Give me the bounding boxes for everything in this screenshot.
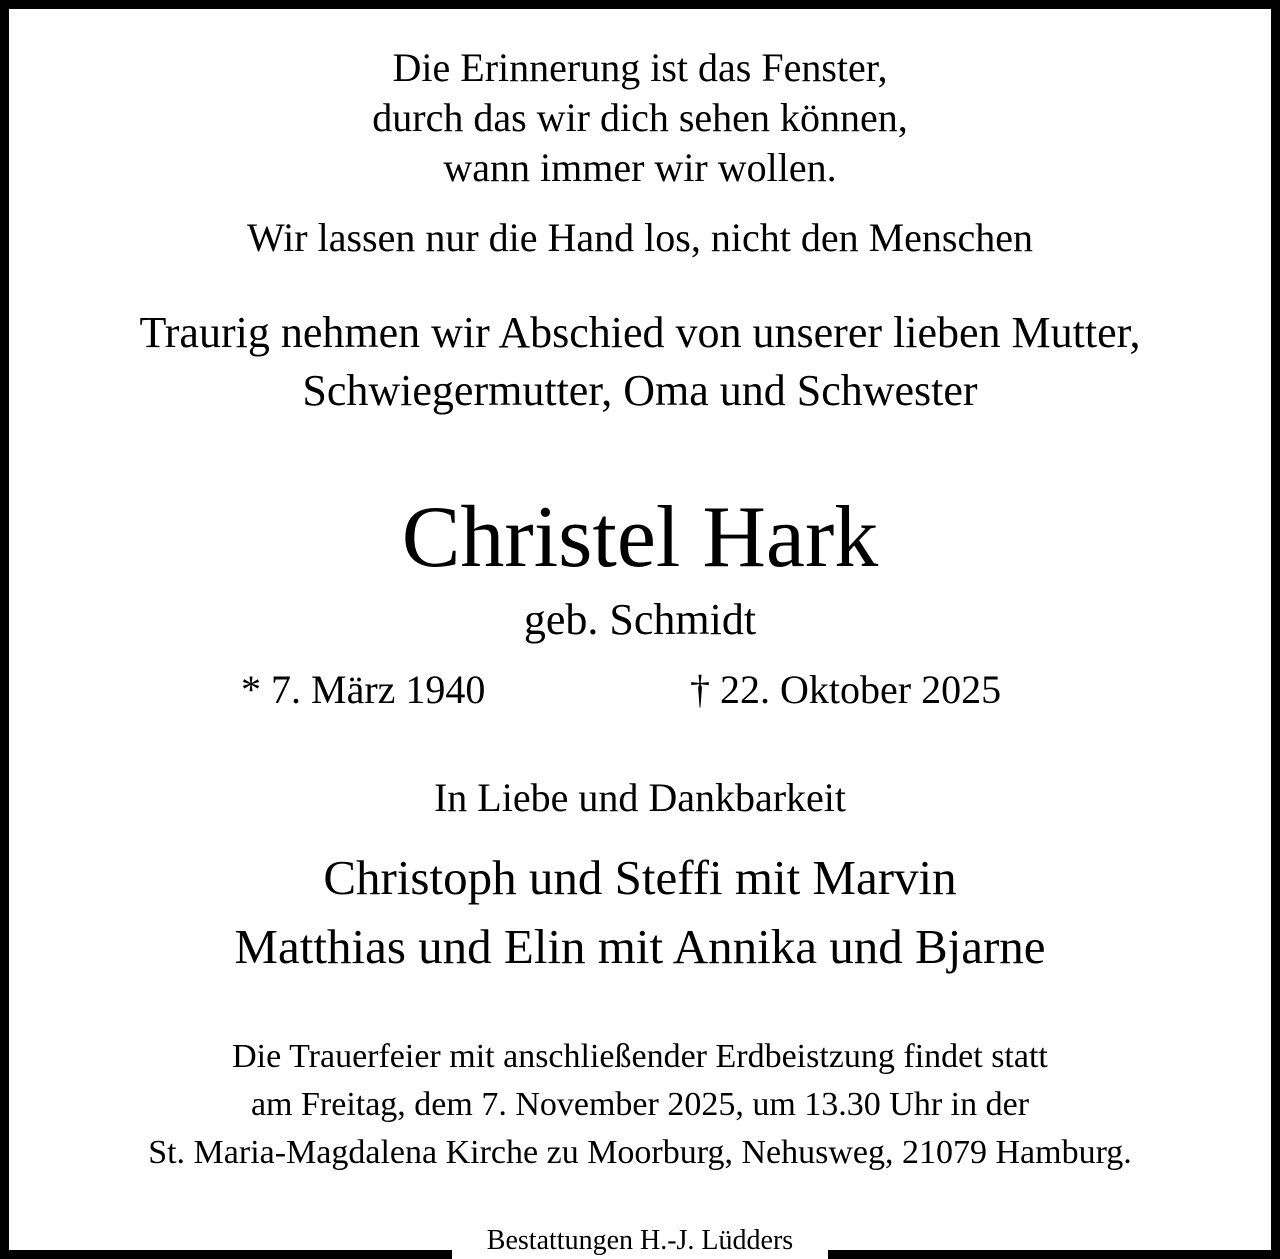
birth-date: * 7. März 1940 <box>241 667 486 712</box>
signoff: In Liebe und Dankbarkeit <box>433 775 847 820</box>
poem-line-1: Die Erinnerung ist das Fenster, <box>392 45 888 90</box>
service-line-2: am Freitag, dem 7. November 2025, um 13.30 Uhr in der <box>250 1086 1030 1123</box>
intro-line-2: Schwiegermutter, Oma und Schwester <box>302 366 978 415</box>
poem-motto: Wir lassen nur die Hand los, nicht den Menschen <box>247 215 1033 260</box>
service-line-3: St. Maria-Magdalena Kirche zu Moorburg, Nehusweg, 21079 Hamburg. <box>148 1134 1132 1171</box>
deceased-name: Christel Hark <box>401 489 879 586</box>
poem-line-3: wann immer wir wollen. <box>443 145 837 190</box>
death-date: † 22. Oktober 2025 <box>690 667 1002 712</box>
maiden-name: geb. Schmidt <box>523 595 757 644</box>
family-line-1: Christoph und Steffi mit Marvin <box>323 850 957 905</box>
family-line-2: Matthias und Elin mit Annika und Bjarne <box>234 919 1046 974</box>
funeral-home: Bestattungen H.-J. Lüdders <box>486 1225 794 1256</box>
intro-line-1: Traurig nehmen wir Abschied von unserer lieben Mutter, <box>139 308 1141 357</box>
poem-line-2: durch das wir dich sehen können, <box>372 95 908 140</box>
service-line-1: Die Trauerfeier mit anschließender Erdbeistzung findet statt <box>232 1038 1048 1075</box>
